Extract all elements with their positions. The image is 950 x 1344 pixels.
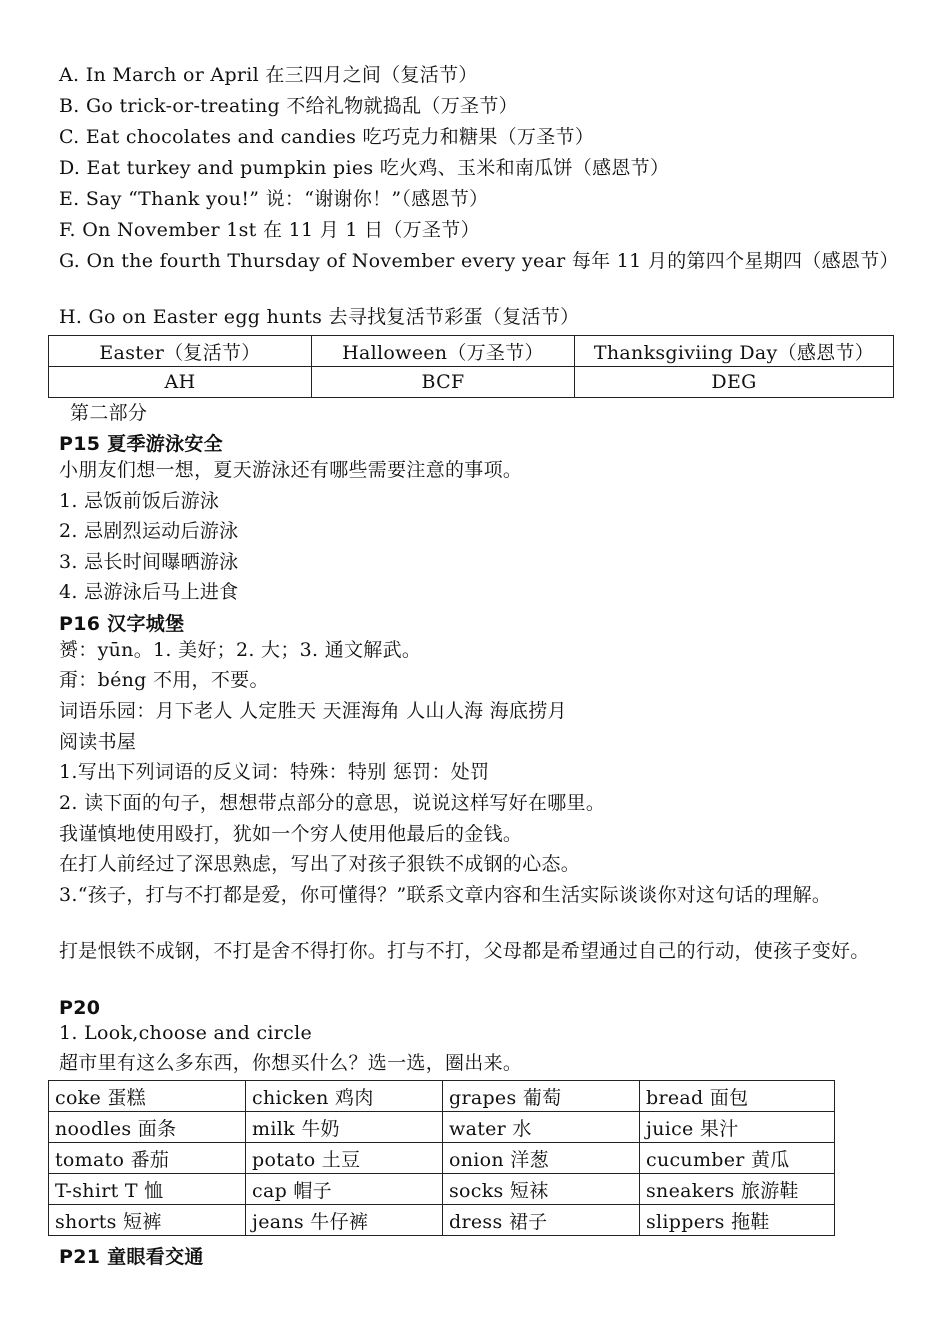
line-f: F. On November 1st 在 11 月 1 日（万圣节）	[59, 219, 480, 241]
table-cell: shorts 短裤	[49, 1205, 246, 1236]
table-cell: noodles 面条	[49, 1112, 246, 1143]
table-row	[49, 336, 894, 367]
paragraph: 1.写出下列词语的反义词：特殊：特别 惩罚：处罚	[59, 761, 490, 783]
paragraph: 赟：yūn。1. 美好；2. 大；3. 通文解武。	[59, 639, 422, 661]
paragraph: 小朋友们想一想，夏天游泳还有哪些需要注意的事项。	[59, 459, 523, 481]
paragraph: 在打人前经过了深思熟虑，写出了对孩子狠铁不成钢的心态。	[59, 853, 581, 875]
table-cell: water 水	[443, 1112, 640, 1143]
table-cell: grapes 葡萄	[443, 1081, 640, 1112]
table-header: Thanksgiviing Day（感恩节）	[575, 336, 894, 367]
line-c: C. Eat chocolates and candies 吃巧克力和糖果（万圣节）	[59, 126, 595, 148]
table-cell: sneakers 旅游鞋	[640, 1174, 835, 1205]
line-b: B. Go trick-or-treating 不给礼物就捣乱（万圣节）	[59, 95, 518, 117]
list-item: 2. 忌剧烈运动后游泳	[59, 520, 239, 542]
table-cell: coke 蛋糕	[49, 1081, 246, 1112]
table-row	[49, 1143, 835, 1174]
line-h: H. Go on Easter egg hunts 去寻找复活节彩蛋（复活节）	[59, 306, 580, 328]
list-item: 3. 忌长时间曝晒游泳	[59, 551, 239, 573]
paragraph: 1. Look,choose and circle	[59, 1022, 313, 1044]
line-g: G. On the fourth Thursday of November every year 每年 11 月的第四个星期四（感恩节）	[59, 250, 899, 272]
table-cell: potato 土豆	[246, 1143, 443, 1174]
table-cell: dress 裙子	[443, 1205, 640, 1236]
paragraph: 2. 读下面的句子，想想带点部分的意思，说说这样写好在哪里。	[59, 792, 606, 814]
table-cell: tomato 番茄	[49, 1143, 246, 1174]
paragraph: 我谨慎地使用殴打，犹如一个穷人使用他最后的金钱。	[59, 823, 523, 845]
paragraph: 3.“孩子，打与不打都是爱，你可懂得？”联系文章内容和生活实际谈谈你对这句话的理解。	[59, 884, 832, 906]
table-cell: socks 短袜	[443, 1174, 640, 1205]
table-cell: jeans 牛仔裤	[246, 1205, 443, 1236]
list-item: 1. 忌饭前饭后游泳	[59, 490, 220, 512]
paragraph: 甭：béng 不用，不要。	[59, 669, 269, 691]
table-row	[49, 1174, 835, 1205]
table-cell: bread 面包	[640, 1081, 835, 1112]
section-heading: P16 汉字城堡	[59, 613, 185, 635]
paragraph: 超市里有这么多东西，你想买什么？选一选，圈出来。	[59, 1052, 523, 1074]
table-row	[49, 1205, 835, 1236]
table-cell: cap 帽子	[246, 1174, 443, 1205]
line-a: A. In March or April 在三四月之间（复活节）	[59, 64, 478, 86]
table-cell: milk 牛奶	[246, 1112, 443, 1143]
table-row	[49, 1081, 835, 1112]
line-d: D. Eat turkey and pumpkin pies 吃火鸡、玉米和南瓜饼（感恩节）	[59, 157, 670, 179]
paragraph: 打是恨铁不成钢，不打是舍不得打你。打与不打，父母都是希望通过自己的行动，使孩子变好。	[59, 940, 870, 962]
paragraph: 词语乐园：月下老人 人定胜天 天涯海角 人山人海 海底捞月	[59, 700, 567, 722]
list-item: 4. 忌游泳后马上进食	[59, 581, 239, 603]
shopping-table	[48, 1080, 835, 1236]
table-cell: cucumber 黄瓜	[640, 1143, 835, 1174]
table-row	[49, 1112, 835, 1143]
table-cell: onion 洋葱	[443, 1143, 640, 1174]
table-cell: T-shirt T 恤	[49, 1174, 246, 1205]
section-heading: P15 夏季游泳安全	[59, 433, 223, 455]
section-heading: P20	[59, 997, 101, 1019]
paragraph: 阅读书屋	[59, 731, 137, 753]
table-header: Halloween（万圣节）	[312, 336, 575, 367]
section-label: 第二部分	[70, 402, 148, 424]
section-heading: P21 童眼看交通	[59, 1246, 204, 1268]
table-cell: chicken 鸡肉	[246, 1081, 443, 1112]
table-cell: DEG	[575, 367, 894, 398]
table-row	[49, 367, 894, 398]
table-cell: AH	[49, 367, 312, 398]
table-cell: juice 果汁	[640, 1112, 835, 1143]
table-cell: slippers 拖鞋	[640, 1205, 835, 1236]
line-e: E. Say “Thank you!” 说：“谢谢你！”（感恩节）	[59, 188, 489, 210]
holiday-table	[48, 335, 894, 398]
table-header: Easter（复活节）	[49, 336, 312, 367]
table-cell: BCF	[312, 367, 575, 398]
